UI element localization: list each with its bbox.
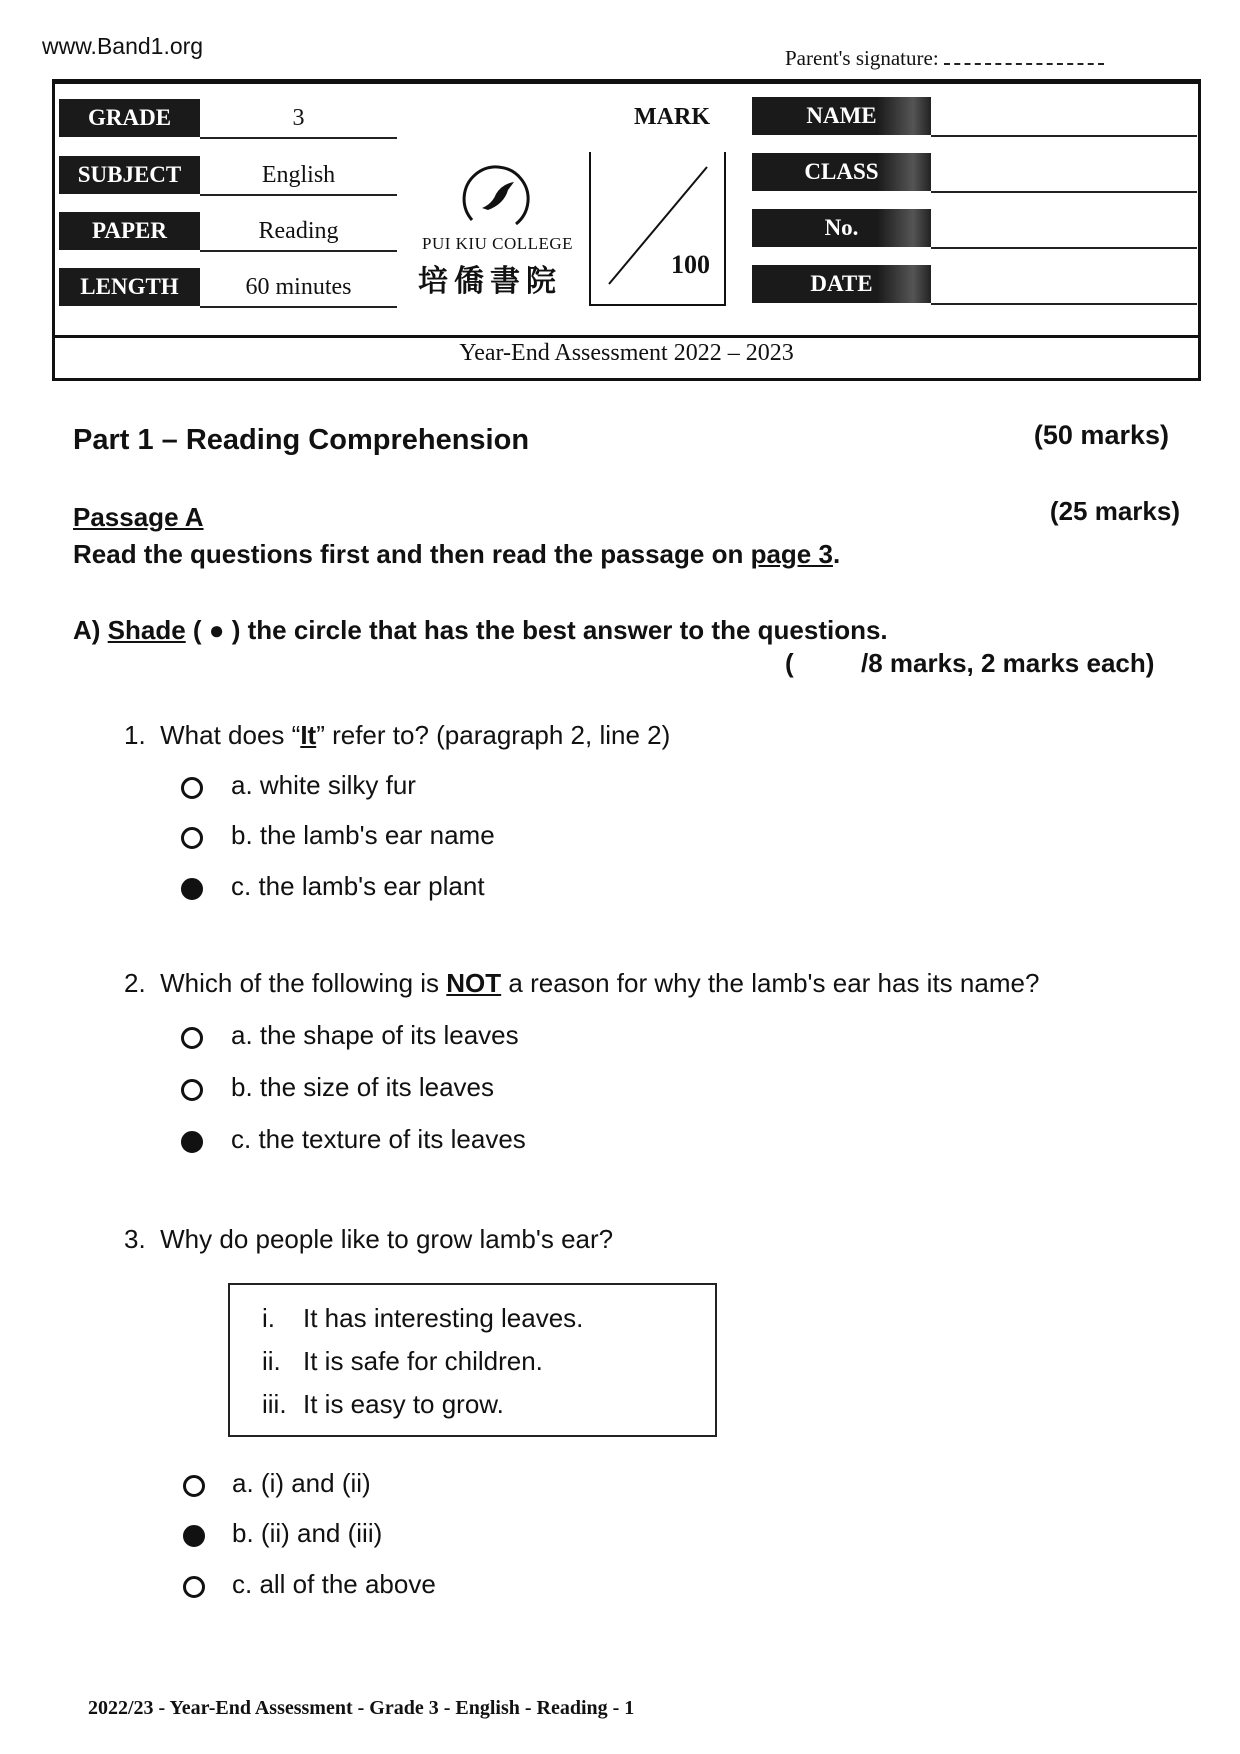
- parent-signature-field[interactable]: [944, 63, 1104, 65]
- question-number: 1.: [124, 720, 146, 750]
- section-instruction: [73, 615, 888, 646]
- number-field[interactable]: [931, 209, 1197, 249]
- passage-marks: (25 marks): [1049, 496, 1180, 526]
- subject-label: SUBJECT: [59, 156, 200, 194]
- part-title: Part 1 – Reading Comprehension: [73, 424, 530, 456]
- option-radio-filled[interactable]: [183, 1525, 205, 1547]
- class-label: CLASS: [752, 153, 931, 191]
- option-label: b. the lamb's ear name: [231, 820, 495, 850]
- page-reference: page 3: [750, 539, 833, 569]
- statement-number: iii.: [262, 1389, 287, 1419]
- option-radio[interactable]: [181, 827, 203, 849]
- grade-value: 3: [200, 99, 397, 139]
- question-3: [124, 1224, 613, 1255]
- paper-value: Reading: [200, 212, 397, 252]
- class-field[interactable]: [931, 153, 1197, 193]
- question-text: What does “: [160, 720, 301, 750]
- question-emphasis: It: [300, 720, 317, 750]
- option-radio[interactable]: [183, 1576, 205, 1598]
- number-label: No.: [752, 209, 931, 247]
- length-label: LENGTH: [59, 268, 200, 306]
- question-number: 2.: [124, 968, 146, 998]
- question-text-end: a reason for why the lamb's ear has its name?: [501, 968, 1040, 998]
- parent-signature-text: Parent's signature:: [785, 46, 939, 70]
- section-prefix: A): [73, 615, 108, 645]
- statement-text: It is easy to grow.: [303, 1389, 504, 1419]
- option-radio[interactable]: [181, 1027, 203, 1049]
- part-marks: (50 marks): [1033, 420, 1169, 450]
- length-value: 60 minutes: [200, 268, 397, 308]
- header-divider: [55, 335, 1198, 338]
- option-radio[interactable]: [183, 1475, 205, 1497]
- question-text: Why do people like to grow lamb's ear?: [160, 1224, 614, 1254]
- option-label: a. (i) and (ii): [232, 1468, 371, 1498]
- shade-word: Shade: [107, 615, 186, 645]
- school-name-en: PUI KIU COLLEGE: [422, 234, 574, 253]
- parent-signature-label: [785, 46, 1104, 71]
- subject-value: English: [200, 156, 397, 196]
- question-text: Which of the following is: [160, 968, 447, 998]
- option-label: c. all of the above: [232, 1569, 436, 1599]
- statement-text: It has interesting leaves.: [303, 1303, 584, 1333]
- page-footer: 2022/23 - Year-End Assessment - Grade 3 - English - Reading - 1: [88, 1697, 635, 1719]
- instruction-text: Read the questions first and then read the passage on: [73, 539, 751, 569]
- school-name-zh: 培僑書院: [418, 265, 562, 298]
- statement-number: ii.: [262, 1346, 281, 1376]
- option-label: c. the texture of its leaves: [231, 1124, 526, 1154]
- date-label: DATE: [752, 265, 931, 303]
- option-radio-filled[interactable]: [181, 1131, 203, 1153]
- statement-number: i.: [262, 1303, 275, 1333]
- date-field[interactable]: [931, 265, 1197, 305]
- option-radio[interactable]: [181, 1079, 203, 1101]
- paper-label: PAPER: [59, 212, 200, 250]
- mark-label: MARK: [634, 104, 710, 130]
- question-2: [124, 968, 1039, 999]
- option-label: b. (ii) and (iii): [232, 1518, 383, 1548]
- question-emphasis: NOT: [446, 968, 502, 998]
- option-radio-filled[interactable]: [181, 878, 203, 900]
- section-marks: /8 marks, 2 marks each): [861, 648, 1155, 678]
- question-number: 3.: [124, 1224, 146, 1254]
- mark-box[interactable]: [589, 152, 726, 306]
- question-1: [124, 720, 670, 751]
- question-text-end: ” refer to? (paragraph 2, line 2): [316, 720, 671, 750]
- grade-label: GRADE: [59, 99, 200, 137]
- passage-title: Passage A: [73, 502, 204, 532]
- name-label: NAME: [752, 97, 931, 135]
- section-text: ( ● ) the circle that has the best answer to the questions.: [185, 615, 888, 645]
- assessment-title: Year-End Assessment 2022 – 2023: [459, 340, 794, 366]
- option-radio[interactable]: [181, 777, 203, 799]
- instruction-end: .: [832, 539, 841, 569]
- mark-total: 100: [671, 250, 710, 279]
- name-field[interactable]: [931, 97, 1197, 137]
- score-open: (: [785, 648, 794, 678]
- watermark: www.Band1.org: [42, 33, 204, 59]
- statement-text: It is safe for children.: [303, 1346, 543, 1376]
- statements-box: [228, 1283, 717, 1437]
- option-label: a. white silky fur: [231, 770, 416, 800]
- school-logo-icon: [452, 160, 536, 240]
- passage-instruction: [73, 539, 840, 570]
- option-label: b. the size of its leaves: [231, 1072, 495, 1102]
- option-label: c. the lamb's ear plant: [231, 871, 485, 901]
- option-label: a. the shape of its leaves: [231, 1020, 519, 1050]
